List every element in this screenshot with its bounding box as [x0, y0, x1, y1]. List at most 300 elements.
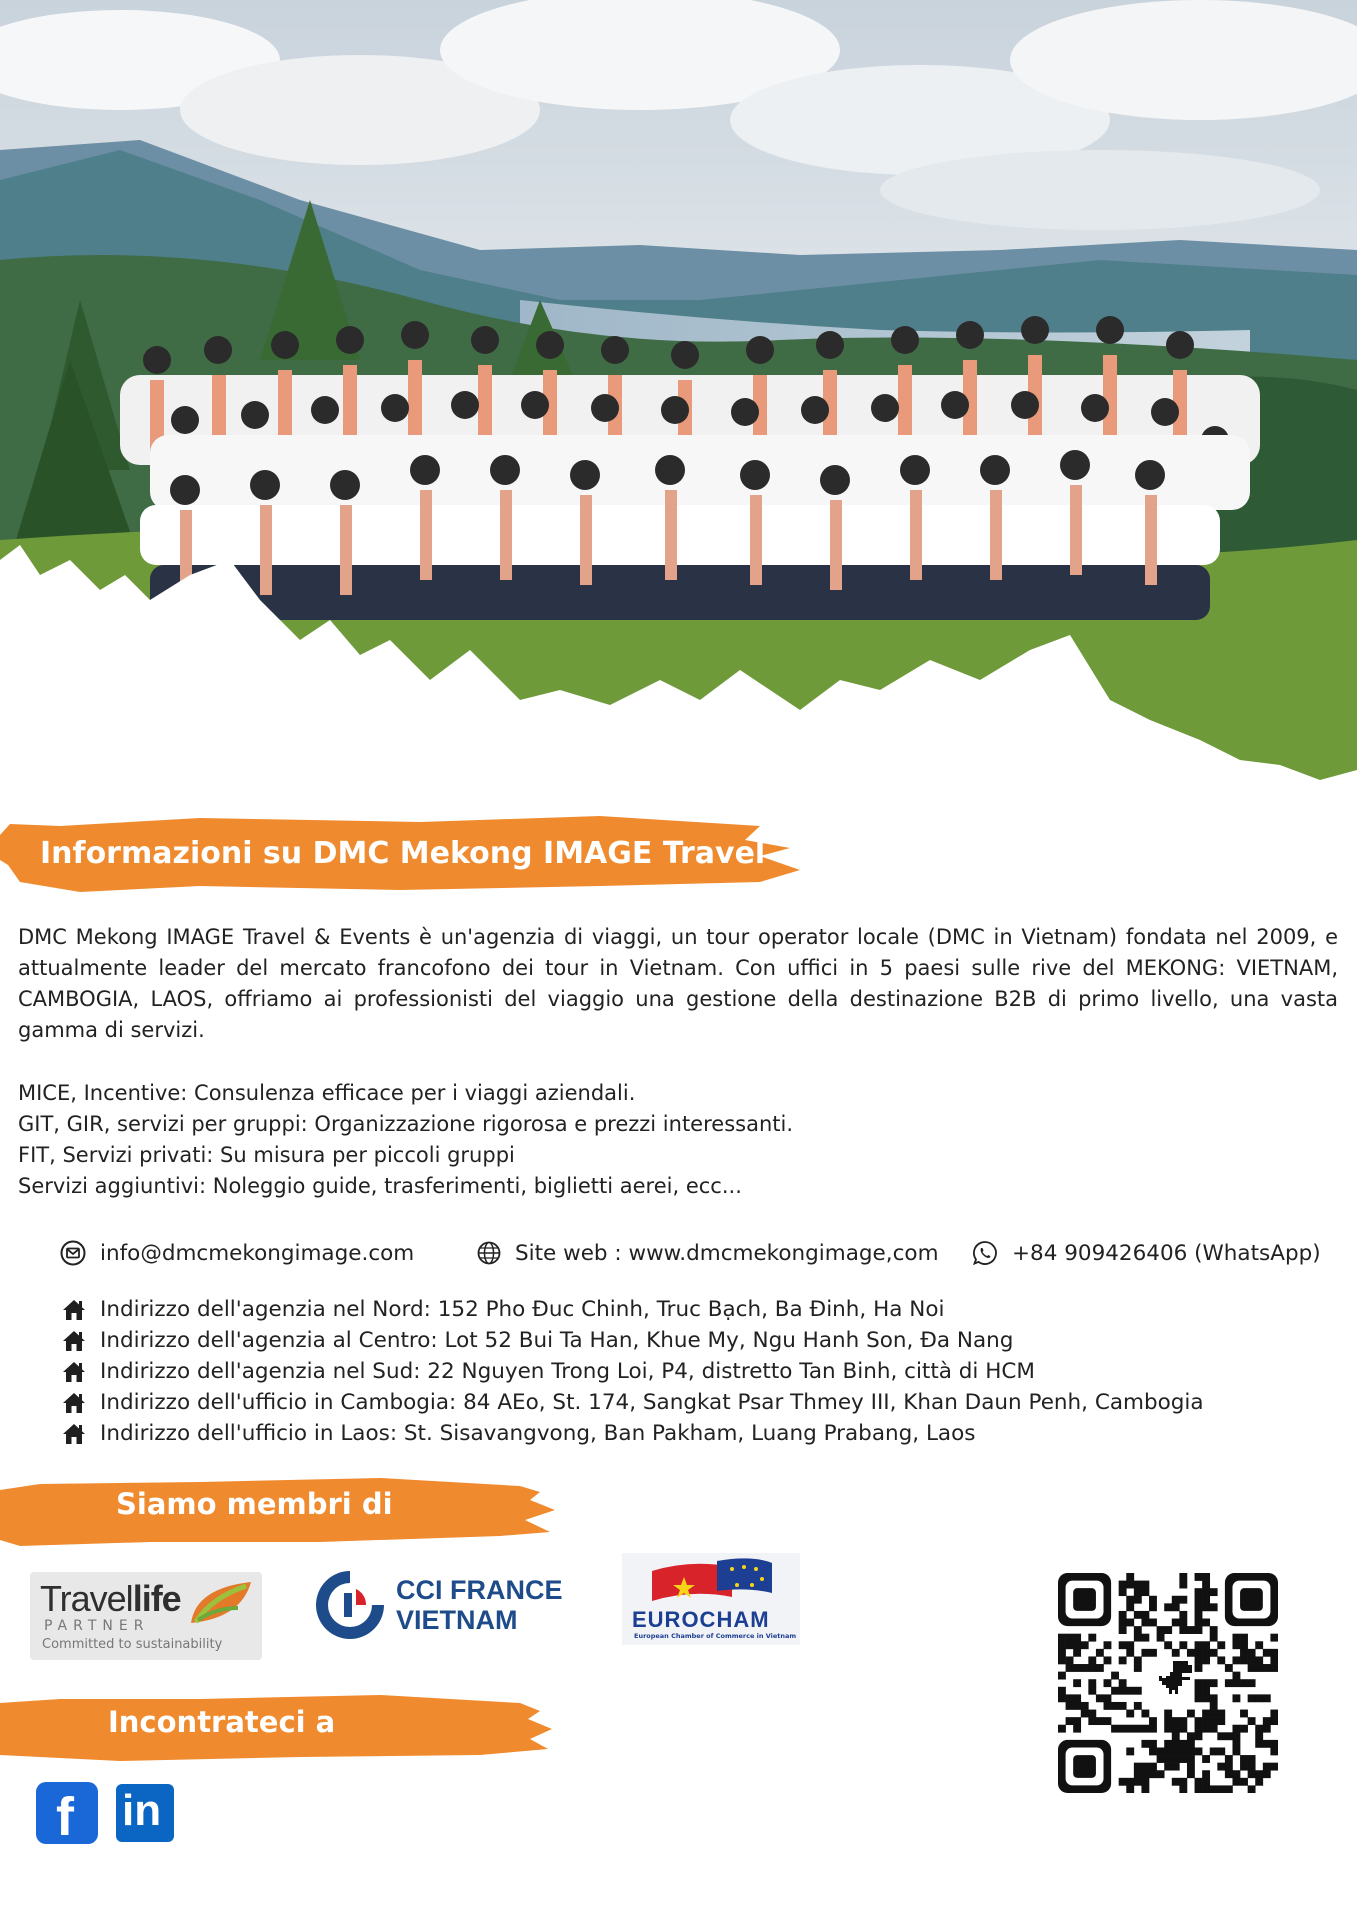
qr-module: [1217, 1785, 1225, 1793]
qr-module: [1255, 1656, 1263, 1664]
qr-module: [1164, 1710, 1172, 1718]
qr-module: [1073, 1641, 1081, 1649]
qr-module: [1157, 1770, 1165, 1778]
cci-mark-icon: [312, 1567, 388, 1643]
qr-module: [1248, 1717, 1256, 1725]
qr-module: [1202, 1619, 1210, 1627]
qr-module: [1270, 1664, 1278, 1672]
qr-module: [1179, 1717, 1187, 1725]
qr-module: [1270, 1747, 1278, 1755]
qr-module: [1187, 1626, 1195, 1634]
qr-module: [1172, 1619, 1180, 1627]
qr-module: [1141, 1581, 1149, 1589]
qr-module: [1225, 1763, 1233, 1771]
home-icon: [62, 1392, 86, 1414]
qr-module: [1134, 1725, 1142, 1733]
qr-module: [1255, 1641, 1263, 1649]
qr-code[interactable]: [1058, 1573, 1278, 1793]
address-north: [62, 1294, 1204, 1325]
qr-module: [1232, 1679, 1240, 1687]
qr-module: [1202, 1573, 1210, 1581]
qr-module: [1104, 1702, 1112, 1710]
qr-module: [1096, 1649, 1104, 1657]
qr-module: [1073, 1725, 1081, 1733]
qr-module: [1126, 1603, 1134, 1611]
qr-module: [1088, 1687, 1096, 1695]
qr-module: [1270, 1740, 1278, 1748]
qr-module: [1240, 1679, 1248, 1687]
globe-icon: [477, 1241, 501, 1265]
qr-module: [1164, 1740, 1172, 1748]
travelife-logo: [30, 1572, 262, 1660]
qr-module: [1232, 1634, 1240, 1642]
qr-module: [1096, 1694, 1104, 1702]
qr-module: [1134, 1611, 1142, 1619]
qr-module: [1225, 1785, 1233, 1793]
qr-module: [1210, 1702, 1218, 1710]
hero-photo-illustration: [0, 0, 1357, 800]
qr-module: [1202, 1679, 1210, 1687]
qr-module: [1263, 1649, 1271, 1657]
qr-module: [1202, 1641, 1210, 1649]
qr-module: [1225, 1732, 1233, 1740]
qr-module: [1232, 1732, 1240, 1740]
qr-module: [1134, 1588, 1142, 1596]
qr-module: [1195, 1778, 1203, 1786]
qr-module: [1141, 1634, 1149, 1642]
qr-module: [1126, 1725, 1134, 1733]
qr-module: [1210, 1694, 1218, 1702]
qr-module: [1058, 1687, 1066, 1695]
qr-module: [1058, 1725, 1066, 1733]
qr-module: [1210, 1710, 1218, 1718]
qr-module: [1195, 1725, 1203, 1733]
qr-module: [1240, 1725, 1248, 1733]
qr-module: [1066, 1664, 1074, 1672]
qr-module: [1058, 1641, 1066, 1649]
qr-module: [1164, 1626, 1172, 1634]
about-banner-title: Informazioni su DMC Mekong IMAGE Travel: [40, 836, 766, 871]
qr-module: [1255, 1664, 1263, 1672]
qr-module: [1119, 1641, 1127, 1649]
qr-module: [1210, 1626, 1218, 1634]
qr-module: [1179, 1581, 1187, 1589]
qr-module: [1232, 1641, 1240, 1649]
qr-module: [1202, 1725, 1210, 1733]
qr-module: [1111, 1702, 1119, 1710]
qr-module: [1119, 1581, 1127, 1589]
service-extra: Servizi aggiuntivi: Noleggio guide, trasferimenti, biglietti aerei, ecc...: [18, 1174, 742, 1198]
service-mice: MICE, Incentive: Consulenza efficace per i viaggi aziendali.: [18, 1081, 636, 1105]
qr-module: [1240, 1755, 1248, 1763]
qr-module: [1126, 1641, 1134, 1649]
address-text: Indirizzo dell'ufficio in Laos: St. Sisavangvong, Ban Pakham, Luang Prabang, Laos: [100, 1421, 976, 1446]
qr-module: [1270, 1634, 1278, 1642]
address-south: [62, 1356, 1204, 1387]
travelife-tagline: Committed to sustainability: [42, 1637, 223, 1652]
qr-module: [1232, 1778, 1240, 1786]
qr-module: [1164, 1641, 1172, 1649]
qr-module: [1270, 1717, 1278, 1725]
qr-module: [1081, 1664, 1089, 1672]
qr-module: [1149, 1725, 1157, 1733]
qr-module: [1232, 1672, 1240, 1680]
qr-module: [1210, 1588, 1218, 1596]
qr-module: [1111, 1672, 1119, 1680]
qr-module: [1263, 1694, 1271, 1702]
contact-website[interactable]: [477, 1238, 939, 1268]
qr-module: [1255, 1740, 1263, 1748]
qr-module: [1248, 1656, 1256, 1664]
qr-module: [1248, 1679, 1256, 1687]
email-icon: [60, 1240, 86, 1266]
qr-module: [1126, 1710, 1134, 1718]
qr-module: [1104, 1656, 1112, 1664]
qr-module: [1073, 1679, 1081, 1687]
qr-module: [1134, 1664, 1142, 1672]
address-cambodia: [62, 1387, 1204, 1418]
qr-module: [1263, 1664, 1271, 1672]
qr-module: [1217, 1717, 1225, 1725]
dino-icon: [1159, 1661, 1192, 1694]
qr-module: [1157, 1634, 1165, 1642]
qr-module: [1202, 1603, 1210, 1611]
qr-module: [1202, 1581, 1210, 1589]
address-text: Indirizzo dell'agenzia nel Sud: 22 Nguyen Trong Loi, P4, distretto Tan Binh, città di HCM: [100, 1359, 1035, 1384]
qr-module: [1263, 1740, 1271, 1748]
qr-module: [1187, 1770, 1195, 1778]
qr-module: [1119, 1656, 1127, 1664]
qr-module: [1240, 1641, 1248, 1649]
qr-module: [1134, 1778, 1142, 1786]
qr-module: [1081, 1702, 1089, 1710]
qr-module: [1217, 1732, 1225, 1740]
qr-module: [1263, 1763, 1271, 1771]
qr-module: [1195, 1664, 1203, 1672]
travelife-partner: PARTNER: [44, 1618, 150, 1634]
qr-module: [1195, 1603, 1203, 1611]
qr-module: [1157, 1755, 1165, 1763]
qr-module: [1179, 1596, 1187, 1604]
qr-module: [1104, 1694, 1112, 1702]
qr-module: [1179, 1785, 1187, 1793]
eurocham-name: EUROCHAM: [632, 1607, 770, 1632]
qr-module: [1202, 1694, 1210, 1702]
qr-module: [1172, 1763, 1180, 1771]
qr-module: [1195, 1641, 1203, 1649]
cci-line1: CCI FRANCE: [396, 1575, 563, 1605]
qr-module: [1210, 1717, 1218, 1725]
qr-module: [1248, 1664, 1256, 1672]
qr-module: [1119, 1725, 1127, 1733]
qr-module: [1141, 1619, 1149, 1627]
qr-module: [1119, 1679, 1127, 1687]
qr-module: [1270, 1710, 1278, 1718]
qr-module: [1119, 1778, 1127, 1786]
qr-module: [1240, 1763, 1248, 1771]
qr-module: [1058, 1656, 1066, 1664]
qr-module: [1210, 1679, 1218, 1687]
qr-module: [1141, 1588, 1149, 1596]
qr-module: [1195, 1785, 1203, 1793]
qr-module: [1248, 1755, 1256, 1763]
qr-module: [1104, 1679, 1112, 1687]
home-icon: [62, 1299, 86, 1321]
qr-module: [1134, 1626, 1142, 1634]
qr-module: [1210, 1634, 1218, 1642]
qr-module: [1058, 1694, 1066, 1702]
qr-module: [1248, 1785, 1256, 1793]
qr-module: [1255, 1778, 1263, 1786]
qr-module: [1179, 1611, 1187, 1619]
qr-module: [1134, 1596, 1142, 1604]
qr-module: [1126, 1573, 1134, 1581]
qr-module: [1141, 1778, 1149, 1786]
members-banner: [0, 1470, 560, 1550]
qr-module: [1263, 1725, 1271, 1733]
qr-module: [1172, 1732, 1180, 1740]
hero-group-photo: [0, 0, 1357, 800]
qr-module: [1149, 1603, 1157, 1611]
qr-module: [1149, 1747, 1157, 1755]
cci-france-vietnam-logo: [312, 1565, 572, 1645]
qr-module: [1179, 1747, 1187, 1755]
qr-module: [1073, 1717, 1081, 1725]
qr-module: [1195, 1679, 1203, 1687]
qr-module: [1195, 1732, 1203, 1740]
members-banner-title: Siamo membri di: [116, 1487, 393, 1521]
address-text: Indirizzo dell'ufficio in Cambogia: 84 AEo, St. 174, Sangkat Psar Thmey III, Khan Daun Penh, Cambogia: [100, 1390, 1204, 1415]
qr-module: [1073, 1664, 1081, 1672]
eurocham-flags-icon: [622, 1553, 800, 1613]
qr-module: [1225, 1664, 1233, 1672]
qr-module: [1088, 1717, 1096, 1725]
qr-module: [1172, 1603, 1180, 1611]
qr-module: [1202, 1687, 1210, 1695]
qr-module: [1066, 1634, 1074, 1642]
qr-module: [1195, 1687, 1203, 1695]
qr-module: [1232, 1725, 1240, 1733]
qr-module: [1088, 1664, 1096, 1672]
qr-module: [1202, 1770, 1210, 1778]
qr-module: [1172, 1717, 1180, 1725]
qr-module: [1126, 1619, 1134, 1627]
qr-module: [1187, 1747, 1195, 1755]
qr-module: [1240, 1656, 1248, 1664]
qr-module: [1255, 1770, 1263, 1778]
qr-module: [1179, 1740, 1187, 1748]
qr-module: [1172, 1725, 1180, 1733]
qr-module: [1195, 1573, 1203, 1581]
qr-module: [1232, 1656, 1240, 1664]
qr-module: [1073, 1694, 1081, 1702]
qr-module: [1217, 1763, 1225, 1771]
qr-module: [1172, 1596, 1180, 1604]
qr-module: [1149, 1717, 1157, 1725]
qr-module: [1225, 1679, 1233, 1687]
qr-module: [1096, 1717, 1104, 1725]
qr-module: [1119, 1687, 1127, 1695]
qr-module: [1134, 1687, 1142, 1695]
qr-module: [1195, 1747, 1203, 1755]
qr-module: [1202, 1588, 1210, 1596]
qr-module: [1255, 1694, 1263, 1702]
qr-module: [1263, 1770, 1271, 1778]
qr-module: [1157, 1626, 1165, 1634]
qr-module: [1172, 1740, 1180, 1748]
travelife-brand: Travellife: [40, 1578, 181, 1619]
qr-module: [1058, 1634, 1066, 1642]
contact-phone[interactable]: [972, 1238, 1321, 1268]
qr-module: [1187, 1649, 1195, 1657]
qr-module: [1248, 1763, 1256, 1771]
qr-module: [1210, 1725, 1218, 1733]
qr-module: [1210, 1649, 1218, 1657]
leaf-icon: [186, 1578, 256, 1628]
qr-module: [1126, 1596, 1134, 1604]
qr-module: [1149, 1619, 1157, 1627]
qr-module: [1202, 1649, 1210, 1657]
qr-module: [1202, 1778, 1210, 1786]
qr-module: [1240, 1778, 1248, 1786]
qr-module: [1202, 1710, 1210, 1718]
qr-module: [1126, 1649, 1134, 1657]
qr-module: [1187, 1740, 1195, 1748]
qr-module: [1240, 1649, 1248, 1657]
qr-module: [1157, 1747, 1165, 1755]
eurocham-logo: [622, 1553, 800, 1645]
qr-module: [1179, 1725, 1187, 1733]
qr-module: [1149, 1649, 1157, 1657]
qr-module: [1088, 1656, 1096, 1664]
qr-module: [1119, 1611, 1127, 1619]
home-icon: [62, 1330, 86, 1352]
home-icon: [62, 1361, 86, 1383]
qr-module: [1195, 1626, 1203, 1634]
qr-module: [1217, 1747, 1225, 1755]
qr-module: [1179, 1626, 1187, 1634]
address-center: [62, 1325, 1204, 1356]
qr-module: [1141, 1649, 1149, 1657]
qr-module: [1248, 1770, 1256, 1778]
qr-module: [1195, 1611, 1203, 1619]
qr-module: [1187, 1763, 1195, 1771]
qr-module: [1164, 1755, 1172, 1763]
address-list: [62, 1294, 1204, 1449]
qr-finder-pattern: [1058, 1573, 1111, 1626]
meet-banner: [0, 1685, 560, 1767]
qr-module: [1210, 1747, 1218, 1755]
qr-module: [1217, 1656, 1225, 1664]
qr-module: [1195, 1717, 1203, 1725]
qr-module: [1172, 1747, 1180, 1755]
website-text[interactable]: Site web : www.dmcmekongimage,com: [515, 1240, 939, 1266]
qr-module: [1119, 1588, 1127, 1596]
address-text: Indirizzo dell'agenzia nel Nord: 152 Pho Đuc Chinh, Truc Bạch, Ba Đinh, Ha Noi: [100, 1297, 945, 1322]
qr-module: [1232, 1740, 1240, 1748]
linkedin-icon[interactable]: in: [116, 1784, 174, 1842]
about-banner: [0, 810, 805, 895]
qr-module: [1141, 1710, 1149, 1718]
qr-module: [1119, 1619, 1127, 1627]
qr-module: [1179, 1573, 1187, 1581]
qr-module: [1248, 1649, 1256, 1657]
qr-module: [1164, 1747, 1172, 1755]
qr-module: [1179, 1641, 1187, 1649]
qr-module: [1111, 1725, 1119, 1733]
qr-module: [1248, 1694, 1256, 1702]
email-text[interactable]: info@dmcmekongimage.com: [100, 1240, 415, 1266]
qr-module: [1088, 1710, 1096, 1718]
qr-module: [1149, 1596, 1157, 1604]
qr-module: [1104, 1717, 1112, 1725]
qr-module: [1270, 1763, 1278, 1771]
qr-module: [1066, 1717, 1074, 1725]
qr-module: [1119, 1626, 1127, 1634]
about-paragraph: DMC Mekong IMAGE Travel & Events è un'agenzia di viaggi, un tour operator locale (DMC in Vietnam) fondata nel 2009, e attualmente leader del mercato francofono dei tour in Vietnam. Con uffici in 5 paesi sulle rive del MEKONG: VIETNAM, CAMBOGIA, LAOS, offriamo ai professionisti del viaggio una gestione della destinazione B2B di primo livello, una vasta gamma di servizi.: [18, 925, 1338, 1042]
qr-module: [1164, 1725, 1172, 1733]
qr-module: [1172, 1778, 1180, 1786]
qr-module: [1134, 1770, 1142, 1778]
qr-module: [1073, 1702, 1081, 1710]
qr-module: [1179, 1778, 1187, 1786]
qr-module: [1141, 1611, 1149, 1619]
qr-module: [1195, 1649, 1203, 1657]
facebook-icon[interactable]: f: [36, 1782, 98, 1844]
qr-module: [1240, 1710, 1248, 1718]
service-git: GIT, GIR, servizi per gruppi: Organizzazione rigorosa e prezzi interessanti.: [18, 1112, 794, 1136]
qr-module: [1088, 1679, 1096, 1687]
qr-module: [1088, 1634, 1096, 1642]
qr-module: [1255, 1732, 1263, 1740]
qr-module: [1210, 1603, 1218, 1611]
qr-module: [1179, 1619, 1187, 1627]
qr-module: [1126, 1778, 1134, 1786]
qr-module: [1119, 1702, 1127, 1710]
qr-module: [1270, 1649, 1278, 1657]
qr-module: [1270, 1656, 1278, 1664]
qr-module: [1202, 1656, 1210, 1664]
qr-module: [1210, 1785, 1218, 1793]
qr-module: [1172, 1755, 1180, 1763]
qr-module: [1225, 1755, 1233, 1763]
qr-module: [1187, 1710, 1195, 1718]
qr-module: [1149, 1740, 1157, 1748]
service-fit: FIT, Servizi privati: Su misura per piccoli gruppi: [18, 1143, 515, 1167]
qr-module: [1149, 1770, 1157, 1778]
qr-module: [1141, 1770, 1149, 1778]
qr-module: [1134, 1656, 1142, 1664]
address-text: Indirizzo dell'agenzia al Centro: Lot 52 Bui Ta Han, Khue My, Ngu Hanh Son, Đa Nang: [100, 1328, 1014, 1353]
home-icon: [62, 1423, 86, 1445]
qr-module: [1195, 1656, 1203, 1664]
qr-module: [1104, 1641, 1112, 1649]
qr-module: [1202, 1755, 1210, 1763]
qr-module: [1081, 1641, 1089, 1649]
qr-module: [1195, 1694, 1203, 1702]
qr-module: [1073, 1634, 1081, 1642]
qr-module: [1217, 1710, 1225, 1718]
qr-module: [1202, 1717, 1210, 1725]
qr-module: [1164, 1763, 1172, 1771]
qr-module: [1066, 1702, 1074, 1710]
qr-module: [1058, 1672, 1066, 1680]
qr-module: [1141, 1785, 1149, 1793]
contact-email[interactable]: [60, 1238, 414, 1268]
whatsapp-icon: [972, 1240, 998, 1266]
phone-text[interactable]: +84 909426406 (WhatsApp): [1012, 1240, 1321, 1266]
qr-module: [1081, 1710, 1089, 1718]
